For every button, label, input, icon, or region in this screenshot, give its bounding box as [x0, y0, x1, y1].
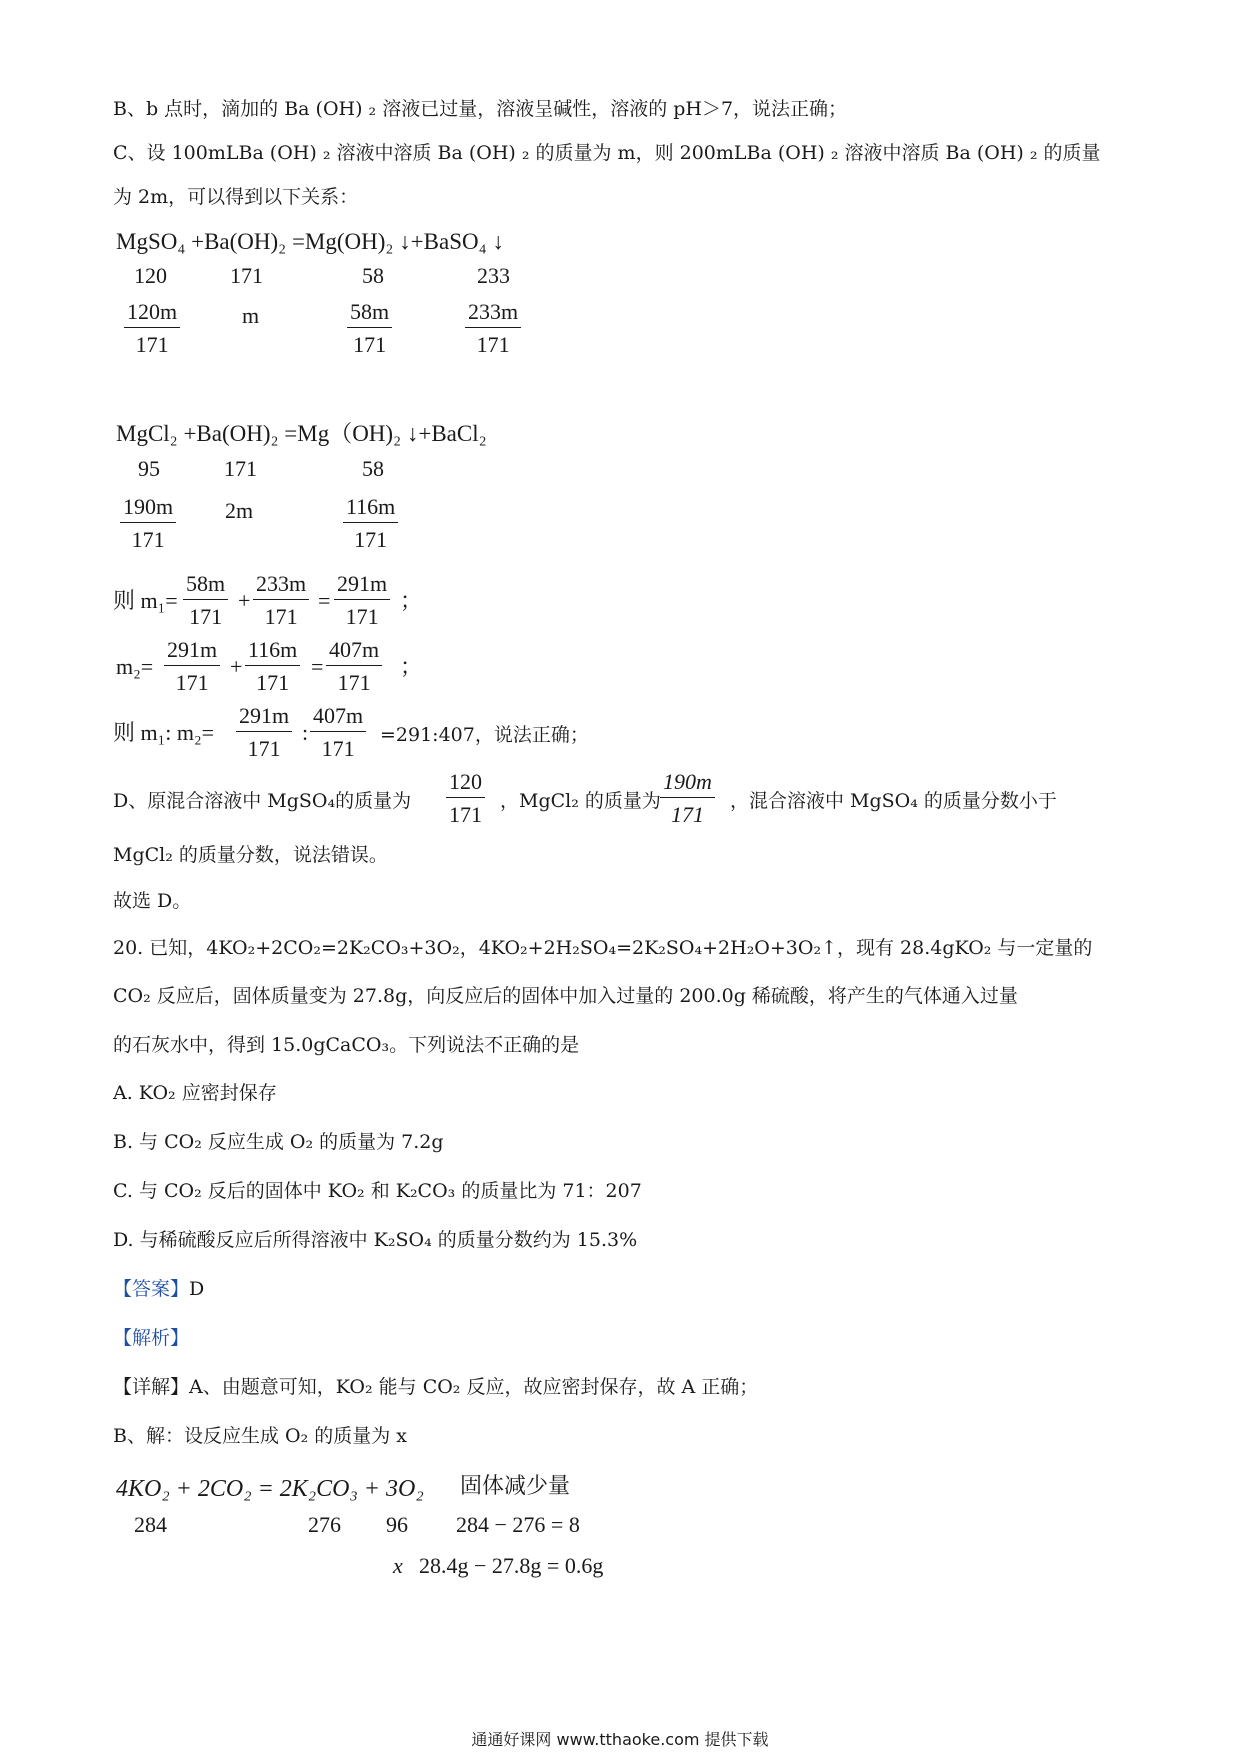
question-20-line-1: 20. 已知，4KO₂+2CO₂=2K₂CO₃+3O₂，4KO₂+2H₂SO₄=2K₂SO₄+2H₂O+3O₂↑，现有 28.4gKO₂ 与一定量的	[113, 937, 1093, 959]
option-c-explanation-1: C、设 100mLBa (OH) ₂ 溶液中溶质 Ba (OH) ₂ 的质量为 m，则 200mLBa (OH) ₂ 溶液中溶质 Ba (OH) ₂ 的质量	[113, 142, 1101, 164]
solid-decrease-label: 固体减少量	[460, 1474, 571, 1499]
equation-mgcl2: MgCl₂ +Ba(OH)₂ =Mg（OH)₂ ↓+BaCl₂	[116, 421, 487, 446]
eq2-fraction-116m: $\frac{116m}{171}$	[343, 493, 398, 554]
m2-plus: +	[230, 654, 243, 679]
equation-mgso4: MgSO₄ +Ba(OH)₂ =Mg(OH)₂ ↓+BaSO₄ ↓	[116, 229, 504, 254]
eq3-mass-96: 96	[386, 1512, 408, 1537]
eq1-fraction-58m: $\frac{58m}{171}$	[347, 298, 392, 359]
option-b: B. 与 CO₂ 反应生成 O₂ 的质量为 7.2g	[113, 1131, 444, 1153]
m2-fraction-c: $\frac{407m}{171}$	[326, 636, 382, 697]
option-d-explanation-c: ，混合溶液中 MgSO₄ 的质量分数小于	[730, 790, 1057, 812]
option-d-explanation-b: ，MgCl₂ 的质量为	[500, 790, 661, 812]
eq1-mass-120: 120	[134, 263, 167, 288]
d-fraction-mgcl2: $\frac{190m}{171}$	[660, 768, 715, 829]
eq3-x: x	[393, 1553, 403, 1578]
m1-fraction-a: $\frac{58m}{171}$	[183, 570, 228, 631]
eq3-mass-284: 284	[134, 1512, 167, 1537]
m2-fraction-a: $\frac{291m}{171}$	[164, 636, 220, 697]
option-b-explanation: B、b 点时，滴加的 Ba (OH) ₂ 溶液已过量，溶液呈碱性，溶液的 pH＞7，说法正确；	[113, 98, 848, 120]
question-20-line-3: 的石灰水中，得到 15.0gCaCO₃。下列说法不正确的是	[113, 1034, 580, 1056]
eq1-fraction-120m: $\frac{120m}{171}$	[124, 298, 180, 359]
m2-fraction-b: $\frac{116m}{171}$	[245, 636, 300, 697]
m1-prefix: 则 m₁=	[113, 588, 178, 613]
analysis-tag: 【解析】	[113, 1327, 190, 1349]
eq1-m: m	[242, 303, 260, 328]
d-fraction-mgso4: $\frac{120}{171}$	[446, 768, 485, 829]
option-c-explanation-2: 为 2m，可以得到以下关系：	[113, 186, 359, 208]
question-20-line-2: CO₂ 反应后，固体质量变为 27.8g，向反应后的固体中加入过量的 200.0g 稀硫酸，将产生的气体通入过量	[113, 985, 1018, 1007]
option-a: A. KO₂ 应密封保存	[113, 1082, 277, 1104]
m1-fraction-c: $\frac{291m}{171}$	[334, 570, 390, 631]
m1-fraction-b: $\frac{233m}{171}$	[253, 570, 309, 631]
eq1-mass-171: 171	[230, 263, 263, 288]
option-d-explanation-a: D、原混合溶液中 MgSO₄的质量为	[113, 790, 412, 812]
ratio-prefix: 则 m₁: m₂=	[113, 720, 215, 745]
ratio-fraction-b: $\frac{407m}{171}$	[310, 702, 366, 763]
eq3-decrease-value: 28.4g − 27.8g = 0.6g	[419, 1553, 604, 1578]
answer-value: D	[189, 1278, 205, 1300]
eq1-mass-58: 58	[362, 263, 384, 288]
option-d-explanation-2: MgCl₂ 的质量分数，说法错误。	[113, 844, 388, 866]
m2-prefix: m₂=	[116, 654, 154, 679]
eq2-mass-58: 58	[362, 456, 384, 481]
detail-tag: 【详解】	[113, 1376, 190, 1398]
eq2-2m: 2m	[225, 498, 254, 523]
option-c: C. 与 CO₂ 反后的固体中 KO₂ 和 K₂CO₃ 的质量比为 71：207	[113, 1180, 642, 1202]
m1-tail: ；	[400, 588, 423, 613]
m1-equals: =	[318, 588, 331, 613]
eq2-fraction-190m: $\frac{190m}{171}$	[120, 493, 176, 554]
eq3-decrease: 284 − 276 = 8	[456, 1512, 580, 1537]
m1-plus: +	[238, 588, 251, 613]
b-solve-line: B、解：设反应生成 O₂ 的质量为 x	[113, 1425, 407, 1447]
option-d: D. 与稀硫酸反应后所得溶液中 K₂SO₄ 的质量分数约为 15.3%	[113, 1229, 638, 1251]
eq2-mass-95: 95	[138, 456, 160, 481]
eq1-fraction-233m: $\frac{233m}{171}$	[465, 298, 521, 359]
choose-d: 故选 D。	[113, 890, 192, 912]
ratio-tail: =291:407，说法正确；	[380, 724, 589, 746]
detail-line	[113, 1374, 758, 1400]
m2-equals: =	[311, 654, 324, 679]
ratio-colon: :	[302, 720, 309, 745]
footer-watermark: 通通好课网 www.tthaoke.com 提供下载	[471, 1730, 769, 1749]
equation-ko2-co2	[116, 1475, 424, 1503]
eq3-mass-276: 276	[308, 1512, 341, 1537]
ratio-fraction-a: $\frac{291m}{171}$	[236, 702, 292, 763]
detail-text: A、由题意可知，KO₂ 能与 CO₂ 反应，故应密封保存，故 A 正确；	[189, 1376, 759, 1398]
answer-tag: 【答案】	[113, 1278, 190, 1300]
m2-tail: ；	[400, 654, 423, 679]
answer-line	[113, 1276, 204, 1302]
equation-ko2-co2-text: 4KO₂ + 2CO₂ = 2K₂CO₃ + 3O₂	[116, 1476, 424, 1502]
eq1-mass-233: 233	[477, 263, 510, 288]
eq2-mass-171: 171	[224, 456, 257, 481]
